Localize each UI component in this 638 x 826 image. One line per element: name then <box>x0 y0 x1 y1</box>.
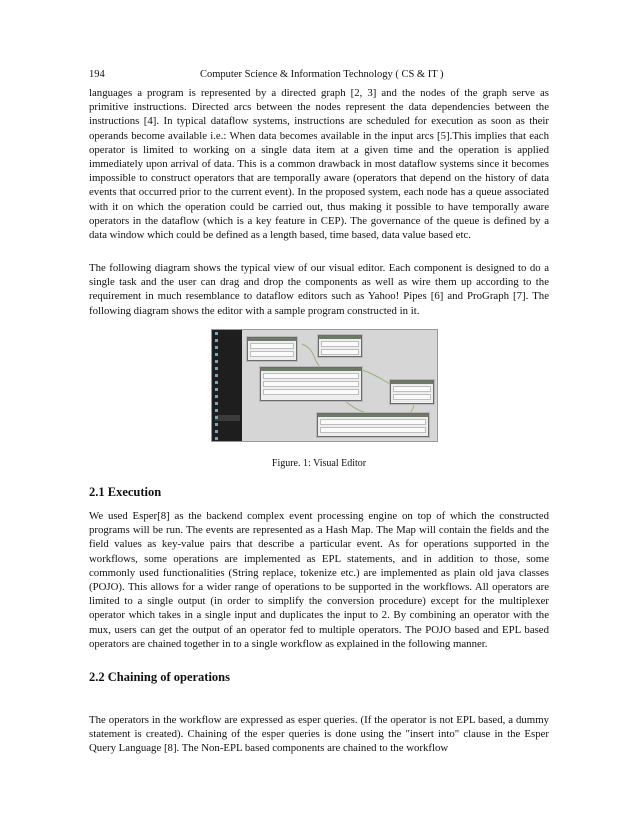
component-icon <box>215 360 218 363</box>
component-icon <box>215 430 218 433</box>
sidebar-component-item <box>215 422 240 428</box>
component-icon <box>215 381 218 384</box>
node-filter <box>318 335 362 357</box>
page-number: 194 <box>89 69 105 80</box>
editor-component-sidebar <box>212 330 242 441</box>
sidebar-component-item <box>215 394 240 400</box>
component-icon <box>215 374 218 377</box>
component-icon <box>215 332 218 335</box>
component-icon <box>215 402 218 405</box>
component-icon <box>215 437 218 440</box>
sidebar-component-item <box>215 359 240 365</box>
paragraph-visual-editor: The following diagram shows the typical view of our visual editor. Each component is designed to do a single task and the user can drag and drop the components as well as wire them up according to the requirement in much resemblance to dataflow editors such as Yahoo! Pipes [6] and ProGraph [7]. The following diagram shows the editor with a sample program constructed in it. <box>89 262 549 317</box>
sidebar-component-item <box>215 415 240 421</box>
component-icon <box>215 423 218 426</box>
figure-visual-editor <box>211 329 438 442</box>
sidebar-component-item <box>215 352 240 358</box>
sidebar-component-item <box>215 345 240 351</box>
component-icon <box>215 367 218 370</box>
node-aggregate <box>317 413 429 437</box>
paragraph-execution: We used Esper[8] as the backend complex event processing engine on top of which the constructed programs will be run. The events are represented as a Hash Map. The Map will contain the fields and the field values as key-value pairs that describe a particular event. As for operations supported in the workflows, some operations are implemented as EPL statements, and in addition to those, some commonly used functionalities (String replace, tokenize etc.) are implemented as plain old java classes (POJO). This allows for a wider range of operations to be supported in the workflows. All operators are limited to a single output (in order to simplify the conversion procedure) except for the multiplexer operator which takes in a single input and duplicates the input to 2. By combining an operator with the mux, users can get the output of an operator fed to multiple operators. The POJO based and EPL based operators are chained together in to a single workflow as explained in the following manner. <box>89 510 549 650</box>
node-source <box>247 337 297 361</box>
sidebar-component-item <box>215 408 240 414</box>
sidebar-component-item <box>215 401 240 407</box>
sidebar-component-item <box>215 338 240 344</box>
paragraph-dataflow: languages a program is represented by a directed graph [2, 3] and the nodes of the graph serve as primitive instructions. Directed arcs between the nodes represent the data dependencies between the instructions [4]. In typical dataflow systems, instructions are scheduled for execution as soon as their operands become available i.e.: When data becomes available in the input arcs [5].This implies that each operator is limited to working on a single data item at a given time and the operation is applied immediately upon arrival of data. This is a common drawback in most dataflow systems since it becomes impossible to construct operators that are temporally aware (operators that depend on the history of data events that occurred prior to the current event). In the proposed system, each node has a queue associated with it on which the operation could be carried out, thus making it possible to have temporally aware operators in the dataflow (which is a key feature in CEP). The governance of the queue is defined by a data window which could be defined as a length based, time based, data value based etc. <box>89 87 549 242</box>
wire-2 <box>362 370 392 385</box>
sidebar-component-item <box>215 436 240 442</box>
component-icon <box>215 339 218 342</box>
sidebar-component-item <box>215 380 240 386</box>
node-output <box>390 380 434 404</box>
component-icon <box>215 388 218 391</box>
sidebar-component-item <box>215 387 240 393</box>
section-heading-execution: 2.1 Execution <box>89 485 162 499</box>
component-icon <box>215 409 218 412</box>
section-heading-chaining: 2.2 Chaining of operations <box>89 670 230 684</box>
paragraph-chaining: The operators in the workflow are expressed as esper queries. (If the operator is not EPL based, a dummy statement is created). Chaining of the esper queries is done using the "insert into" clause in the Esper Query Language [8]. The Non-EPL based components are chained to the workflow <box>89 714 549 755</box>
sidebar-component-item <box>215 366 240 372</box>
editor-canvas <box>242 330 437 441</box>
component-icon <box>215 346 218 349</box>
sidebar-component-item <box>215 373 240 379</box>
figure-caption: Figure. 1: Visual Editor <box>271 458 367 469</box>
sidebar-component-item <box>215 331 240 337</box>
running-title: Computer Science & Information Technology ( CS & IT ) <box>200 69 444 80</box>
component-icon <box>215 416 218 419</box>
node-window <box>260 367 362 401</box>
component-icon <box>215 353 218 356</box>
component-icon <box>215 395 218 398</box>
sidebar-component-item <box>215 429 240 435</box>
